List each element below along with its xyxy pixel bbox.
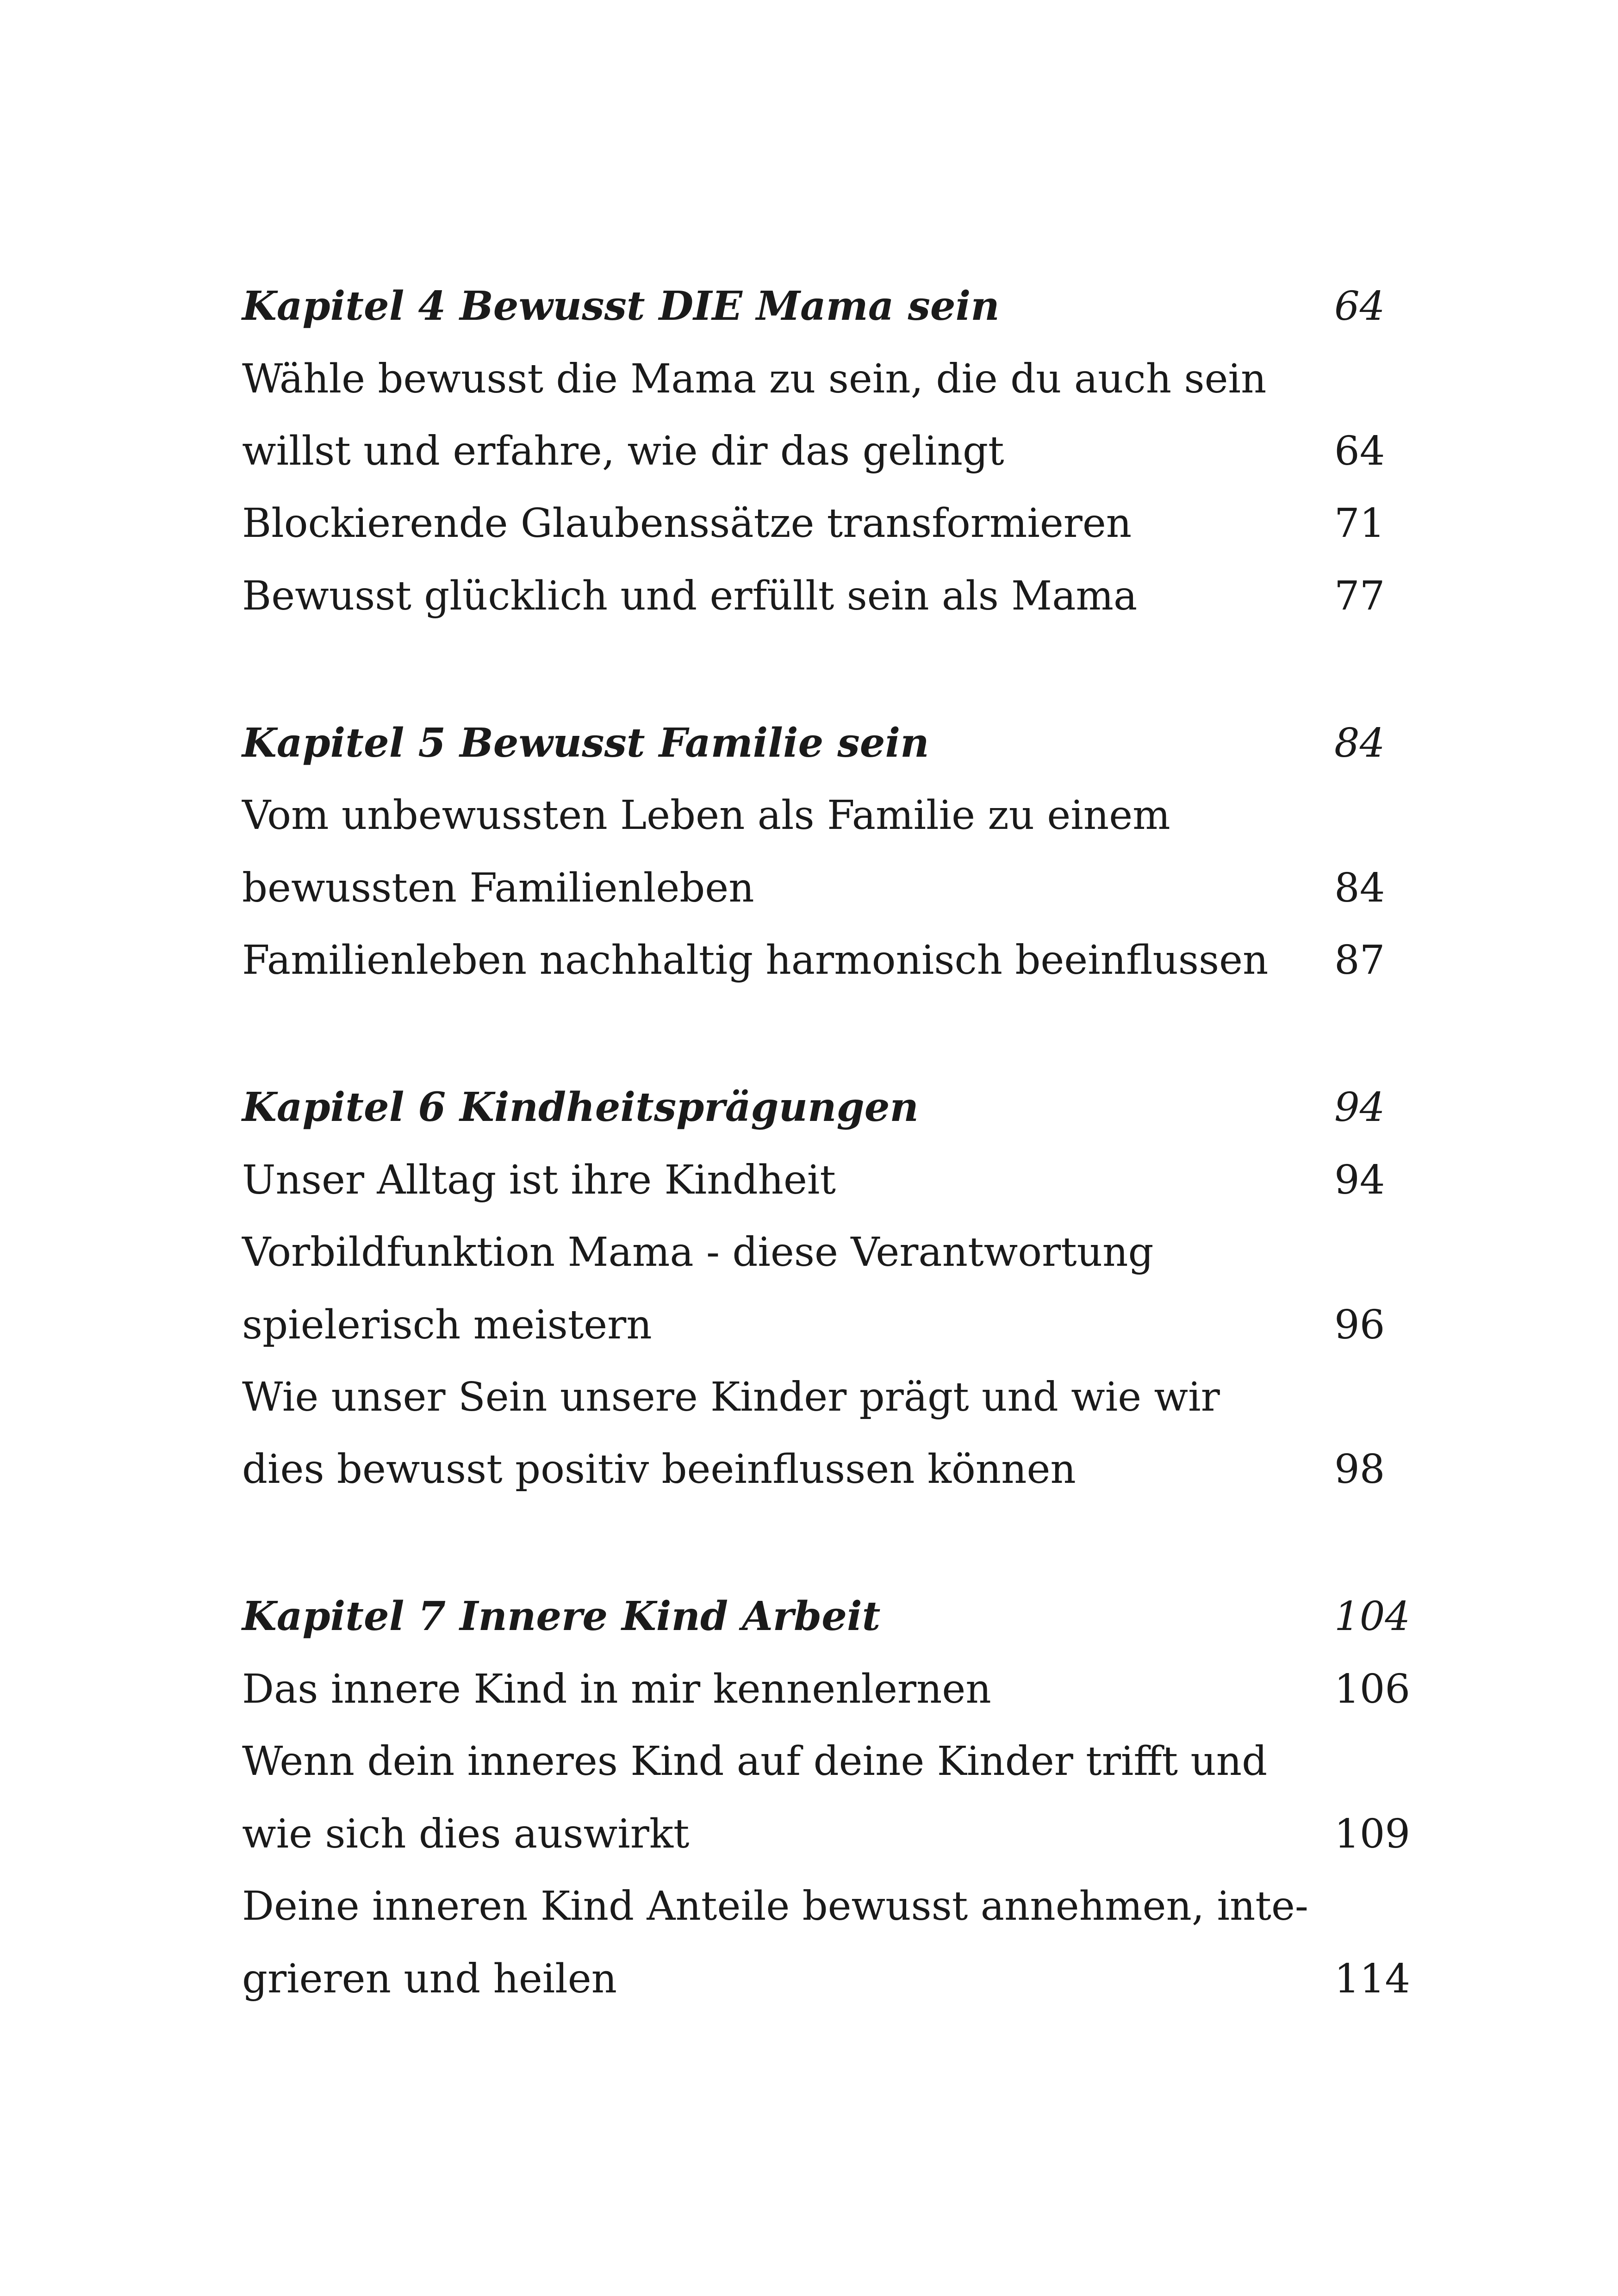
chapter-title: Kapitel 5 Bewusst Familie sein (242, 720, 929, 766)
toc-entry-line (242, 419, 1399, 484)
toc-entry-line (242, 1947, 1411, 2011)
chapter-title: Kapitel 4 Bewusst DIE Mama sein (242, 283, 1000, 330)
toc-entry-line (242, 1657, 1411, 1722)
chapter-title: Kapitel 6 Kindheitsprägungen (242, 1084, 919, 1131)
entry-page-number: 106 (1334, 1666, 1411, 1712)
toc-entry-line (242, 1365, 1399, 1430)
entry-text: Bewusst glücklich und erfüllt sein als Mama (242, 573, 1138, 619)
entry-text: Das innere Kind in mir kennenlernen (242, 1666, 991, 1712)
toc-entry-line (242, 783, 1399, 848)
chapter-5-heading (242, 711, 1399, 776)
toc-entry-line (242, 1437, 1399, 1502)
entry-page-number: 114 (1334, 1956, 1411, 2002)
entry-text: willst und erfahre, wie dir das gelingt (242, 428, 1004, 474)
chapter-4-heading (242, 274, 1399, 339)
entry-text: Wie unser Sein unsere Kinder prägt und wie wir (242, 1374, 1220, 1420)
entry-page-number: 77 (1334, 573, 1385, 619)
chapter-page-number: 104 (1334, 1593, 1411, 1640)
entry-text: Unser Alltag ist ihre Kindheit (242, 1157, 836, 1203)
entry-text: Wenn dein inneres Kind auf deine Kinder trifft und (242, 1738, 1268, 1785)
toc-entry-line (242, 564, 1399, 628)
entry-text: spielerisch meistern (242, 1302, 652, 1348)
entry-text: Deine inneren Kind Anteile bewusst annehmen, inte- (242, 1883, 1308, 1929)
toc-entry-line (242, 1802, 1411, 1867)
entry-page-number: 84 (1334, 865, 1385, 911)
chapter-7-heading (242, 1584, 1411, 1649)
entry-text: grieren und heilen (242, 1956, 617, 2002)
toc-entry-line (242, 1874, 1399, 1939)
toc-entry-line (242, 1729, 1399, 1794)
chapter-page-number: 84 (1334, 720, 1385, 766)
entry-text: wie sich dies auswirkt (242, 1811, 690, 1857)
entry-text: Vorbildfunktion Mama - diese Verantwortung (242, 1229, 1154, 1276)
entry-text: Wähle bewusst die Mama zu sein, die du auch sein (242, 356, 1267, 402)
toc-entry-line (242, 491, 1399, 556)
toc-entry-line (242, 1220, 1399, 1285)
chapter-page-number: 64 (1334, 283, 1385, 330)
toc-entry-line (242, 928, 1399, 993)
entry-page-number: 87 (1334, 937, 1385, 983)
entry-text: Vom unbewussten Leben als Familie zu einem (242, 792, 1170, 839)
toc-entry-line (242, 1148, 1399, 1213)
toc-entry-line (242, 856, 1399, 921)
entry-page-number: 98 (1334, 1446, 1385, 1493)
entry-page-number: 94 (1334, 1157, 1385, 1203)
entry-text: bewussten Familienleben (242, 865, 754, 911)
toc-entry-line (242, 1293, 1399, 1357)
chapter-page-number: 94 (1334, 1084, 1385, 1131)
chapter-title: Kapitel 7 Innere Kind Arbeit (242, 1593, 881, 1640)
entry-text: Blockierende Glaubenssätze transformieren (242, 500, 1132, 547)
entry-text: Familienleben nachhaltig harmonisch beeinflussen (242, 937, 1269, 983)
entry-page-number: 109 (1334, 1811, 1411, 1857)
entry-page-number: 64 (1334, 428, 1385, 474)
entry-text: dies bewusst positiv beeinflussen können (242, 1446, 1076, 1493)
entry-page-number: 96 (1334, 1302, 1385, 1348)
chapter-6-heading (242, 1075, 1399, 1140)
toc-entry-line (242, 347, 1399, 411)
entry-page-number: 71 (1334, 500, 1385, 547)
